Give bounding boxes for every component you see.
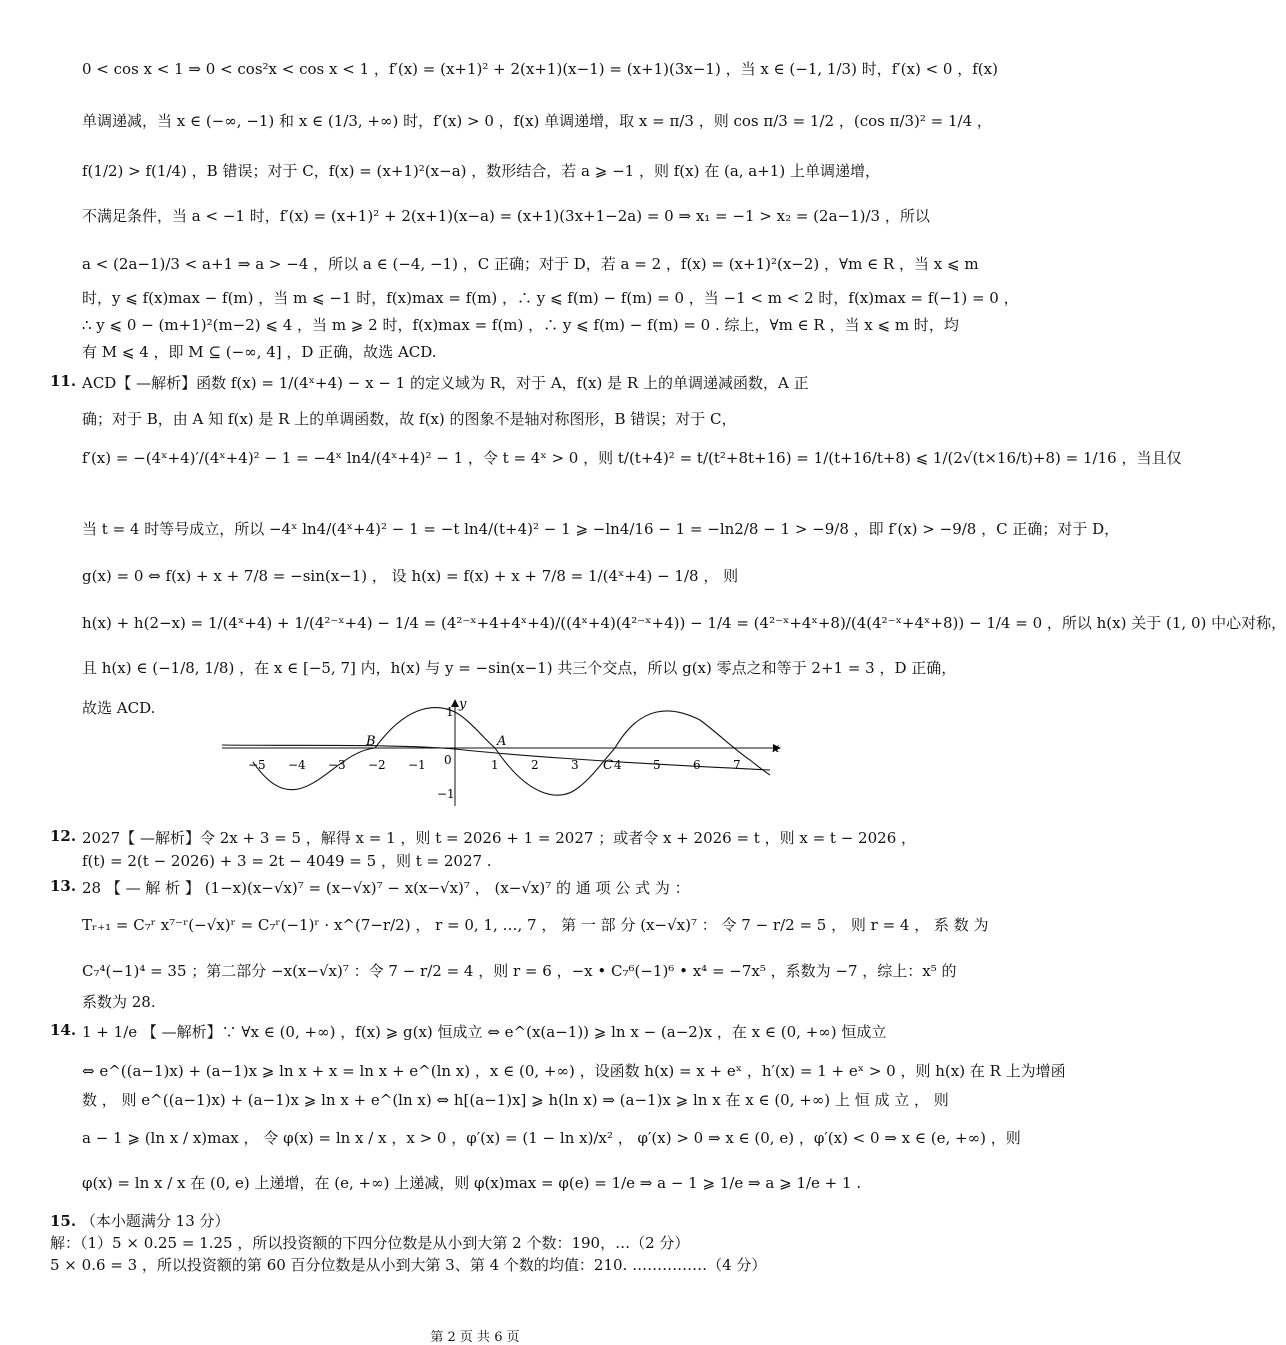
q10-line-5: a < (2a−1)/3 < a+1 ⇒ a > −4 ，所以 a ∈ (−4, −1) ，C 正确；对于 D，若 a = 2 ，f(x) = (x+1)²(x−2) ，∀m ∈ R ，当 x ⩽ m (82, 255, 979, 273)
x-tick-labels (248, 753, 741, 772)
q15-line-1: 解：（1）5 × 0.25 = 1.25 ，所以投资额的下四分位数是从小到大第 2 个数：190，…（2 分） (50, 1234, 690, 1252)
q13-line-2: Tᵣ₊₁ = C₇ʳ x⁷⁻ʳ(−√x)ʳ = C₇ʳ(−1)ʳ · x^(7−r/2) ， r = 0, 1, …, 7 ， 第 一 部 分 (x−√x)⁷ ： 令 7 − r/2 = 5 ， 则 r = 4 ， 系 数 为 (82, 916, 989, 934)
q13-line-4: 系数为 28. (82, 993, 156, 1011)
q11-line-1: ACD【 —解析】函数 f(x) = 1/(4ˣ+4) − x − 1 的定义域为 R，对于 A，f(x) 是 R 上的单调递减函数，A 正 (82, 374, 809, 392)
x-tick: 5 (653, 758, 661, 772)
q14-line-1: 1 + 1/e 【 —解析】∵ ∀x ∈ (0, +∞) ，f(x) ⩾ g(x) 恒成立 ⇔ e^(x(a−1)) ⩾ ln x − (a−2)x ，在 x ∈ (0, +∞) 恒成立 (82, 1023, 887, 1041)
page-footer: 第 2 页 共 6 页 (430, 1330, 520, 1345)
q13-line-3: C₇⁴(−1)⁴ = 35 ；第二部分 −x(x−√x)⁷ ：令 7 − r/2 = 4 ，则 r = 6 ，−x • C₇⁶(−1)⁶ • x⁴ = −7x⁵ ，系数为 −7 ，综上：x⁵ 的 (82, 962, 957, 980)
x-tick: −5 (248, 758, 266, 772)
q11-number: 11. (50, 372, 77, 390)
q12-line-2: f(t) = 2(t − 2026) + 3 = 2t − 4049 = 5 ，则 t = 2027 . (82, 852, 492, 870)
x-tick: 3 (571, 758, 579, 772)
point-C-label: C (603, 758, 613, 773)
q14-line-5: φ(x) = ln x / x 在 (0, e) 上递增，在 (e, +∞) 上递减，则 φ(x)max = φ(e) = 1/e ⇒ a − 1 ⩾ 1/e ⇒ a ⩾ 1/e + 1 . (82, 1174, 862, 1192)
point-B-label: B (366, 734, 376, 749)
y-tick-neg1: −1 (437, 787, 455, 801)
q12-number: 12. (50, 827, 77, 845)
q15-header (50, 1210, 230, 1231)
q11-line-3: f′(x) = −(4ˣ+4)′/(4ˣ+4)² − 1 = −4ˣ ln4/(4ˣ+4)² − 1 ，令 t = 4ˣ > 0 ，则 t/(t+4)² = t/(t²+8t+16) = 1/(t+16/t+8) ⩽ 1/(2√(t×16/t)+8) = 1/16 ，当且仅 (82, 449, 1182, 467)
x-tick: 0 (444, 753, 452, 767)
x-tick: −2 (368, 758, 386, 772)
x-tick: −3 (328, 758, 346, 772)
q12-line-1: 2027【 —解析】令 2x + 3 = 5 ，解得 x = 1 ，则 t = 2026 + 1 = 2027 ；或者令 x + 2026 = t ，则 x = t − 2026 ， (82, 829, 917, 847)
q14-line-4: a − 1 ⩾ (ln x / x)max ， 令 φ(x) = ln x / x ，x > 0 ，φ′(x) = (1 − ln x)/x² ， φ′(x) > 0 ⇒ x ∈ (0, e) ，φ′(x) < 0 ⇒ x ∈ (e, +∞) ，则 (82, 1129, 1021, 1147)
x-tick: −4 (288, 758, 306, 772)
q15-title: （本小题满分 13 分） (80, 1212, 230, 1230)
q13-line-1: 28 【 — 解 析 】 (1−x)(x−√x)⁷ = (x−√x)⁷ − x(x−√x)⁷ ， (x−√x)⁷ 的 通 项 公 式 为 ： (82, 879, 690, 897)
x-tick: 4 (614, 758, 622, 772)
x-axis-label: x (772, 741, 780, 756)
q15-number: 15. (50, 1212, 77, 1230)
q14-line-3: 数 ， 则 e^((a−1)x) + (a−1)x ⩾ ln x + e^(ln x) ⇔ h[(a−1)x] ⩾ h(ln x) ⇒ (a−1)x ⩾ ln x 在 x ∈ (0, +∞) 上 恒 成 立 ， 则 (82, 1091, 949, 1109)
q10-line-2: 单调递减，当 x ∈ (−∞, −1) 和 x ∈ (1/3, +∞) 时，f′(x) > 0 ，f(x) 单调递增，取 x = π/3 ，则 cos π/3 = 1/2 ，(cos π/3)² = 1/4 ， (82, 112, 992, 130)
q10-line-7: ∴ y ⩽ 0 − (m+1)²(m−2) ⩽ 4 ，当 m ⩾ 2 时，f(x)max = f(m) ，∴ y ⩽ f(m) − f(m) = 0 . 综上，∀m ∈ R ，当 x ⩽ m 时，均 (82, 316, 959, 334)
q11-line-4: 当 t = 4 时等号成立，所以 −4ˣ ln4/(4ˣ+4)² − 1 = −t ln4/(t+4)² − 1 ⩾ −ln4/16 − 1 = −ln2/8 − 1 > −9/8 ，即 f′(x) > −9/8 ，C 正确；对于 D， (82, 520, 1120, 538)
y-tick-1: 1 (446, 705, 454, 719)
q10-line-6: 时，y ⩽ f(x)max − f(m) ，当 m ⩽ −1 时，f(x)max = f(m) ，∴ y ⩽ f(m) − f(m) = 0 ，当 −1 < m < 2 时，f(x)max = f(−1) = 0 ， (82, 289, 1019, 307)
q11-line-8: 故选 ACD. (82, 699, 156, 717)
q11-line-7: 且 h(x) ∈ (−1/8, 1/8) ，在 x ∈ [−5, 7] 内，h(x) 与 y = −sin(x−1) 共三个交点，所以 g(x) 零点之和等于 2+1 = 3 ，D 正确， (82, 659, 957, 677)
q10-line-1: 0 < cos x < 1 ⇒ 0 < cos²x < cos x < 1 ，f′(x) = (x+1)² + 2(x+1)(x−1) = (x+1)(3x−1) ，当 x ∈ (−1, 1/3) 时，f′(x) < 0 ，f(x) (82, 60, 998, 78)
q10-line-4: 不满足条件，当 a < −1 时，f′(x) = (x+1)² + 2(x+1)(x−a) = (x+1)(3x+1−2a) = 0 ⇒ x₁ = −1 > x₂ = (2a−1)/3 ，所以 (82, 207, 930, 225)
x-tick: 6 (693, 758, 701, 772)
point-A-label: A (497, 734, 507, 749)
q11-line-5: g(x) = 0 ⇔ f(x) + x + 7/8 = −sin(x−1) ， 设 h(x) = f(x) + x + 7/8 = 1/(4ˣ+4) − 1/8 ， 则 (82, 567, 739, 585)
sine-curve-main (253, 708, 770, 796)
q11-line-6: h(x) + h(2−x) = 1/(4ˣ+4) + 1/(4²⁻ˣ+4) − 1/4 = (4²⁻ˣ+4+4ˣ+4)/((4ˣ+4)(4²⁻ˣ+4)) − 1/4 = (4²⁻ˣ+4ˣ+8)/(4(4²⁻ˣ+4ˣ+8)) − 1/4 = 0 ，所以 h(x) 关于 (1, 0) 中心对称， (82, 614, 1286, 632)
q14-number: 14. (50, 1021, 77, 1039)
q15-line-2: 5 × 0.6 = 3 ，所以投资额的第 60 百分位数是从小到大第 3、第 4 个数的均值：210. ……………（4 分） (50, 1256, 767, 1274)
q10-line-3: f(1/2) > f(1/4) ，B 错误；对于 C，f(x) = (x+1)²(x−a) ，数形结合，若 a ⩾ −1 ，则 f(x) 在 (a, a+1) 上单调递增， (82, 162, 880, 180)
x-tick: 2 (531, 758, 539, 772)
x-tick: 1 (491, 758, 499, 772)
function-graph (215, 697, 785, 810)
q13-number: 13. (50, 877, 77, 895)
x-tick: −1 (408, 758, 426, 772)
q11-line-2: 确；对于 B，由 A 知 f(x) 是 R 上的单调函数，故 f(x) 的图象不是轴对称图形，B 错误；对于 C， (82, 410, 737, 428)
q14-line-2: ⇔ e^((a−1)x) + (a−1)x ⩾ ln x + x = ln x + e^(ln x) ，x ∈ (0, +∞) ，设函数 h(x) = x + eˣ ，h′(x) = 1 + eˣ > 0 ，则 h(x) 在 R 上为增函 (82, 1062, 1066, 1080)
y-axis-label: y (459, 697, 467, 712)
x-tick: 7 (733, 758, 741, 772)
q10-line-8: 有 M ⩽ 4 ，即 M ⊆ (−∞, 4] ，D 正确，故选 ACD. (82, 343, 437, 361)
